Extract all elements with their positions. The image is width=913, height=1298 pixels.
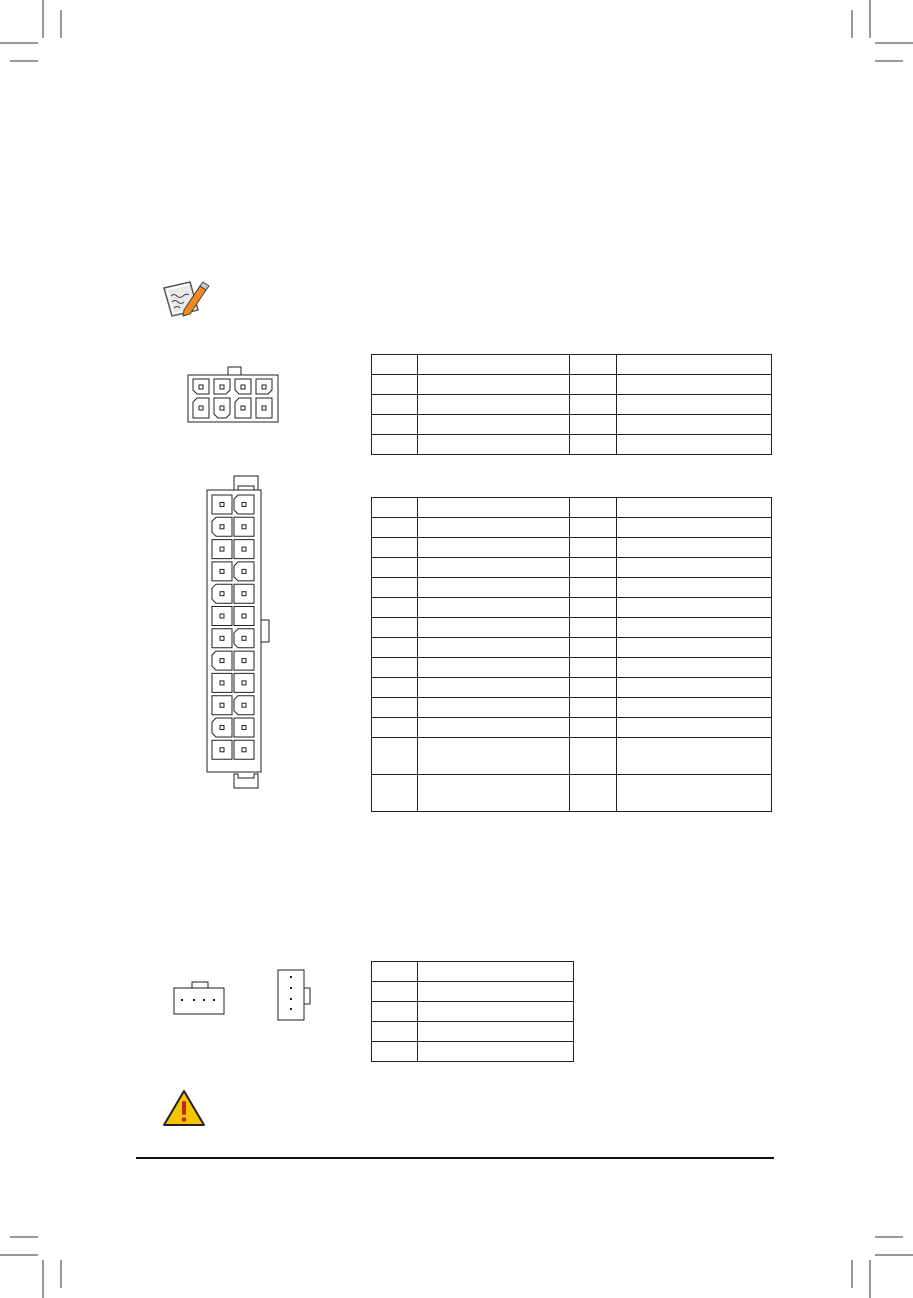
pin-dot bbox=[242, 659, 246, 663]
table-row bbox=[372, 658, 772, 678]
table-row bbox=[372, 618, 772, 638]
pin-dot bbox=[220, 592, 224, 596]
table-row bbox=[372, 1042, 574, 1062]
table-row bbox=[372, 578, 772, 598]
pin-dot bbox=[220, 525, 224, 529]
pin-dot bbox=[220, 503, 224, 507]
table-row bbox=[372, 435, 772, 455]
table-row bbox=[372, 698, 772, 718]
table-row bbox=[372, 375, 772, 395]
table-row bbox=[372, 415, 772, 435]
atx-8pin-connector-diagram bbox=[186, 366, 282, 424]
pin-dot bbox=[220, 748, 224, 752]
fan-header-horizontal-diagram bbox=[172, 980, 226, 1016]
pin-dot bbox=[242, 525, 246, 529]
pin-dot bbox=[220, 703, 224, 707]
table-row bbox=[372, 1002, 574, 1022]
table-row bbox=[372, 962, 574, 982]
pin-dot bbox=[220, 636, 224, 640]
pin-dot bbox=[242, 503, 246, 507]
table-row bbox=[372, 498, 772, 518]
table-row bbox=[372, 538, 772, 558]
table-row bbox=[372, 558, 772, 578]
pin-dot bbox=[242, 592, 246, 596]
pin-dot bbox=[242, 636, 246, 640]
table-row bbox=[372, 638, 772, 658]
pin-dot bbox=[220, 681, 224, 685]
pin-dot bbox=[220, 614, 224, 618]
pin-dot bbox=[220, 569, 224, 573]
pin-dot bbox=[242, 681, 246, 685]
atx-24pin-connector-diagram bbox=[204, 474, 276, 790]
table-row bbox=[372, 678, 772, 698]
warning-triangle-icon bbox=[162, 1089, 206, 1127]
table-row bbox=[372, 982, 574, 1002]
atx-24pin-pin-table bbox=[371, 497, 772, 812]
pin-dot bbox=[242, 614, 246, 618]
table-row bbox=[372, 598, 772, 618]
pin-dot bbox=[220, 547, 224, 551]
pin-dot bbox=[242, 748, 246, 752]
table-row bbox=[372, 718, 772, 738]
pin-dot bbox=[220, 726, 224, 730]
note-pencil-icon bbox=[160, 280, 210, 320]
pin-dot bbox=[242, 569, 246, 573]
pin-dot bbox=[242, 547, 246, 551]
table-row bbox=[372, 395, 772, 415]
table-row bbox=[372, 355, 772, 375]
table-row bbox=[372, 738, 772, 775]
pin-dot bbox=[220, 659, 224, 663]
atx-8pin-pin-table bbox=[371, 354, 772, 455]
table-row bbox=[372, 518, 772, 538]
fan-header-pin-table bbox=[371, 961, 574, 1062]
table-row bbox=[372, 1022, 574, 1042]
fan-header-vertical-diagram bbox=[276, 968, 312, 1022]
pin-dot bbox=[242, 703, 246, 707]
table-row bbox=[372, 775, 772, 812]
pin-dot bbox=[242, 726, 246, 730]
footer-rule bbox=[136, 1157, 774, 1159]
